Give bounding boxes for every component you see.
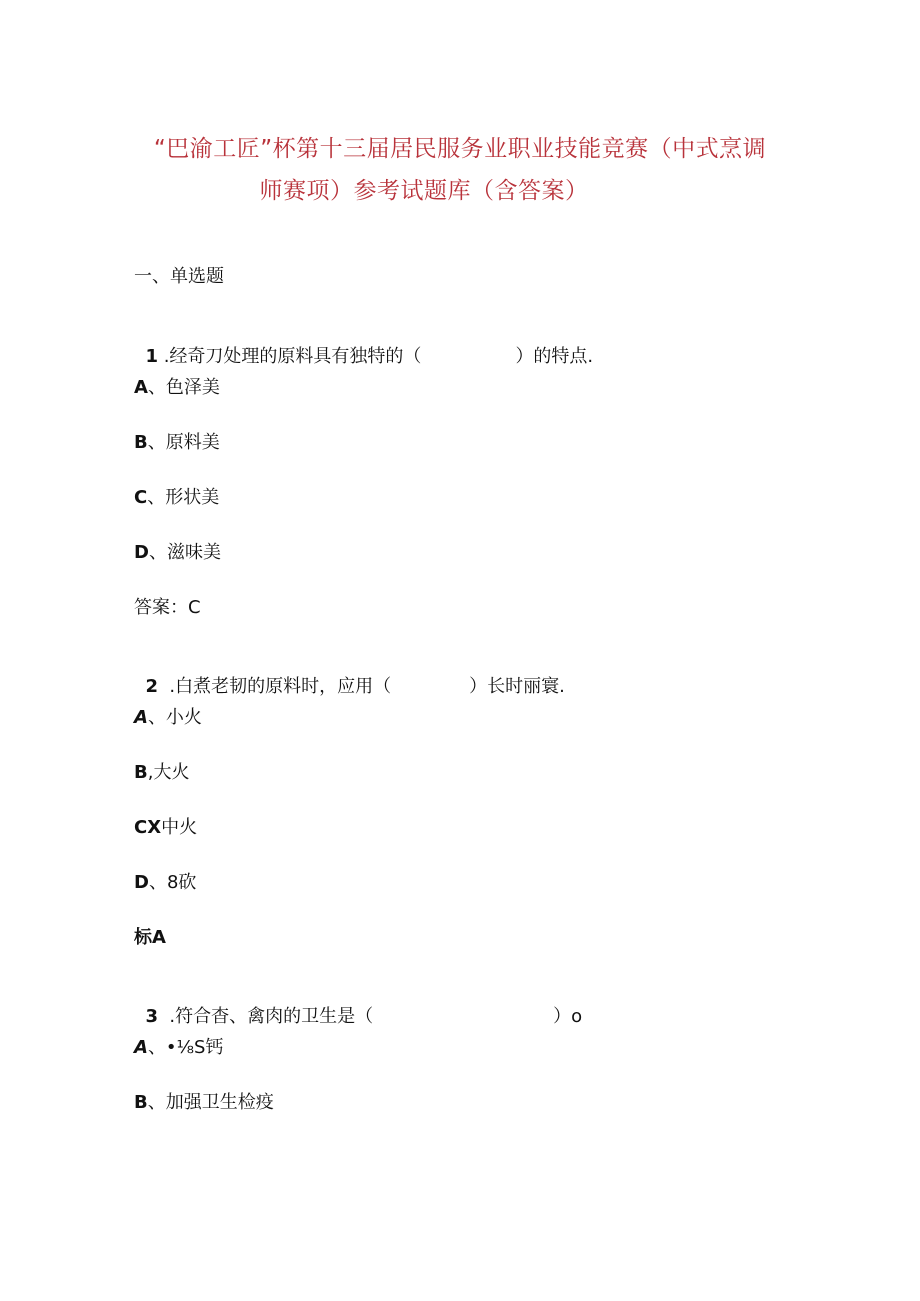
question-stem-after: ）的特点. (515, 346, 594, 367)
question-stem-before: .经奇刀处理的原料具有独特的（ (157, 346, 422, 367)
option-text: 、色泽美 (147, 377, 220, 398)
option-text: 、滋味美 (148, 542, 221, 563)
option-text: 、形状美 (147, 487, 220, 508)
question-1-option-d (134, 541, 221, 565)
question-1-option-c (134, 486, 219, 510)
option-key: C (134, 487, 148, 508)
question-1-option-a (134, 376, 220, 400)
option-text: 、8砍 (148, 872, 197, 893)
question-number: 1 (145, 346, 158, 367)
option-key: A (134, 707, 148, 728)
option-key: B (134, 432, 148, 453)
question-3-option-a (134, 1036, 223, 1060)
option-text: 、小火 (147, 707, 202, 728)
section-heading: 一、单选题 (134, 266, 224, 287)
question-number: 2 (145, 676, 158, 697)
document-title-line-1: “巴渝工匠”杯第十三届居民服务业职业技能竞赛（中式烹调 (153, 136, 767, 162)
question-3-option-b (134, 1091, 274, 1115)
option-key: B (134, 1092, 148, 1113)
option-key: CX (134, 817, 162, 838)
question-2-option-c (134, 816, 197, 840)
question-1-answer: 答案：C (134, 597, 201, 618)
option-text: ,大火 (147, 762, 190, 783)
question-1-stem (134, 321, 593, 369)
question-stem-after: ）长时丽寰. (469, 676, 565, 697)
option-key: D (134, 872, 149, 893)
option-key: B (134, 762, 148, 783)
question-1-option-b (134, 431, 220, 455)
option-key: A (134, 1037, 148, 1058)
question-2-option-b (134, 761, 189, 785)
question-3-stem (134, 981, 582, 1029)
option-text: 、加强卫生检疫 (147, 1092, 274, 1113)
question-number: 3 (145, 1006, 158, 1027)
question-stem-after: ）o (553, 1006, 583, 1027)
option-text: 中火 (161, 817, 198, 838)
option-text: 、•⅛S钙 (147, 1037, 224, 1058)
question-2-answer: 标A (134, 927, 166, 948)
document-title-line-2: 师赛项）参考试题库（含答案） (259, 178, 589, 204)
question-2-option-d (134, 871, 196, 895)
option-text: 、原料美 (147, 432, 220, 453)
question-2-stem (134, 651, 565, 699)
question-2-option-a (134, 706, 202, 730)
option-key: A (134, 377, 148, 398)
question-stem-before: .白煮老韧的原料时，应用（ (157, 676, 392, 697)
question-stem-before: .符合杳、禽肉的卫生是（ (157, 1006, 374, 1027)
option-key: D (134, 542, 149, 563)
